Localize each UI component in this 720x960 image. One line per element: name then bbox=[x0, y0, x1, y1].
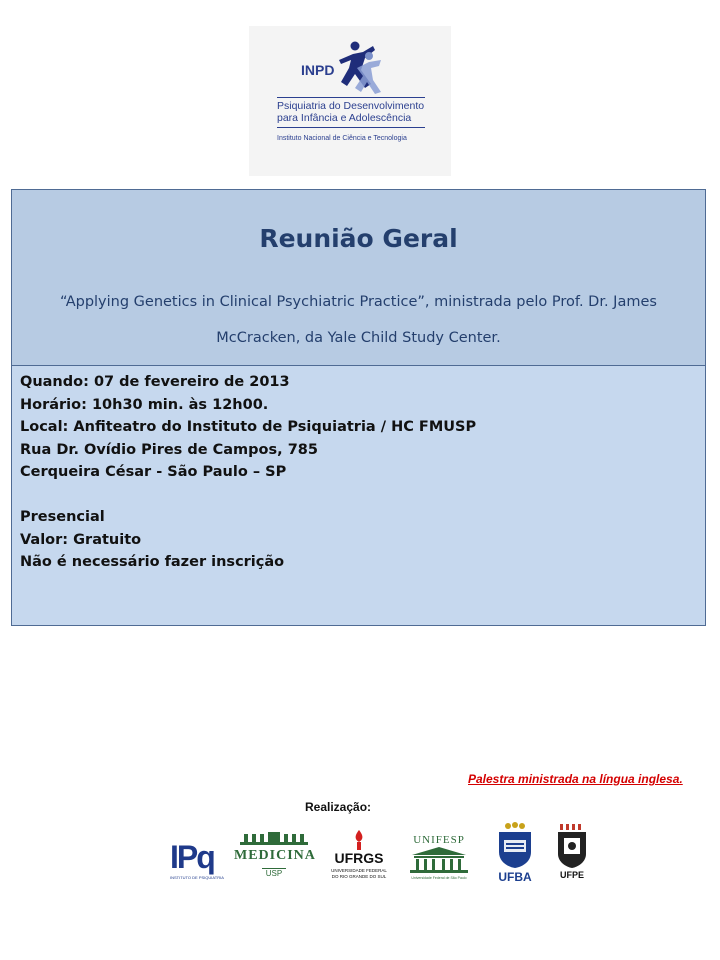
medicina-logo-text: MEDICINA bbox=[234, 848, 316, 863]
unifesp-logo-text: UNIFESP bbox=[413, 834, 465, 846]
logo-subtitle-line2: para Infância e Adolescência bbox=[277, 112, 412, 124]
ufrgs-logo bbox=[326, 830, 392, 884]
inpd-acronym: INPD bbox=[301, 62, 335, 78]
coat-of-arms-icon bbox=[496, 822, 534, 868]
unifesp-logo-caption: Universidade Federal de São Paulo bbox=[411, 876, 467, 880]
detail-street: Rua Dr. Ovídio Pires de Campos, 785 bbox=[20, 441, 318, 458]
detail-location: Local: Anfiteatro do Instituto de Psiquiatria / HC FMUSP bbox=[20, 419, 477, 435]
event-title: Reunião Geral bbox=[259, 224, 458, 253]
detail-time: Horário: 10h30 min. às 12h00. bbox=[20, 396, 269, 413]
torch-icon bbox=[350, 830, 368, 850]
logo-institute: Instituto Nacional de Ciência e Tecnologia bbox=[277, 135, 407, 142]
realizacao-label: Realização: bbox=[305, 800, 372, 814]
detail-date: Quando: 07 de fevereiro de 2013 bbox=[20, 374, 290, 390]
logo-divider bbox=[277, 127, 425, 128]
ufrgs-logo-text: UFRGS bbox=[334, 850, 384, 866]
ufrgs-caption-line2: DO RIO GRANDE DO SUL bbox=[331, 874, 387, 879]
detail-city: Cerqueira César - São Paulo – SP bbox=[20, 464, 287, 480]
detail-format: Presencial bbox=[20, 509, 105, 525]
language-note: Palestra ministrada na língua inglesa. bbox=[468, 772, 683, 786]
ufba-logo-text: UFBA bbox=[498, 870, 532, 884]
inpd-logo bbox=[249, 26, 451, 176]
detail-spacer bbox=[20, 484, 705, 507]
usp-logo-caption: USP bbox=[262, 868, 286, 878]
detail-price: Valor: Gratuito bbox=[20, 531, 142, 548]
building-icon bbox=[240, 832, 308, 846]
ufpe-logo bbox=[554, 824, 590, 884]
ufrgs-caption-line1: UNIVERSIDADE FEDERAL bbox=[331, 868, 387, 873]
logo-subtitle-line1: Psiquiatria do Desenvolvimento bbox=[277, 100, 425, 112]
event-details-panel bbox=[11, 366, 706, 626]
event-header-panel bbox=[11, 189, 706, 366]
building-icon bbox=[406, 847, 472, 873]
detail-registration: Não é necessário fazer inscrição bbox=[20, 554, 285, 570]
ufpe-logo-text: UFPE bbox=[559, 870, 584, 880]
logo-divider bbox=[277, 97, 425, 98]
medicina-usp-logo bbox=[234, 832, 314, 884]
ipq-logo bbox=[170, 840, 226, 882]
coat-of-arms-icon bbox=[556, 824, 588, 868]
ipq-logo-text: IPq bbox=[170, 839, 214, 875]
unifesp-logo bbox=[402, 834, 476, 884]
ufba-logo bbox=[494, 822, 536, 886]
event-subtitle: “Applying Genetics in Clinical Psychiatric Practice”, ministrada pelo Prof. Dr. James McCracken, da Yale Child Study Center. bbox=[60, 294, 657, 346]
ipq-logo-caption: INSTITUTO DE PSIQUIATRIA bbox=[170, 875, 224, 880]
